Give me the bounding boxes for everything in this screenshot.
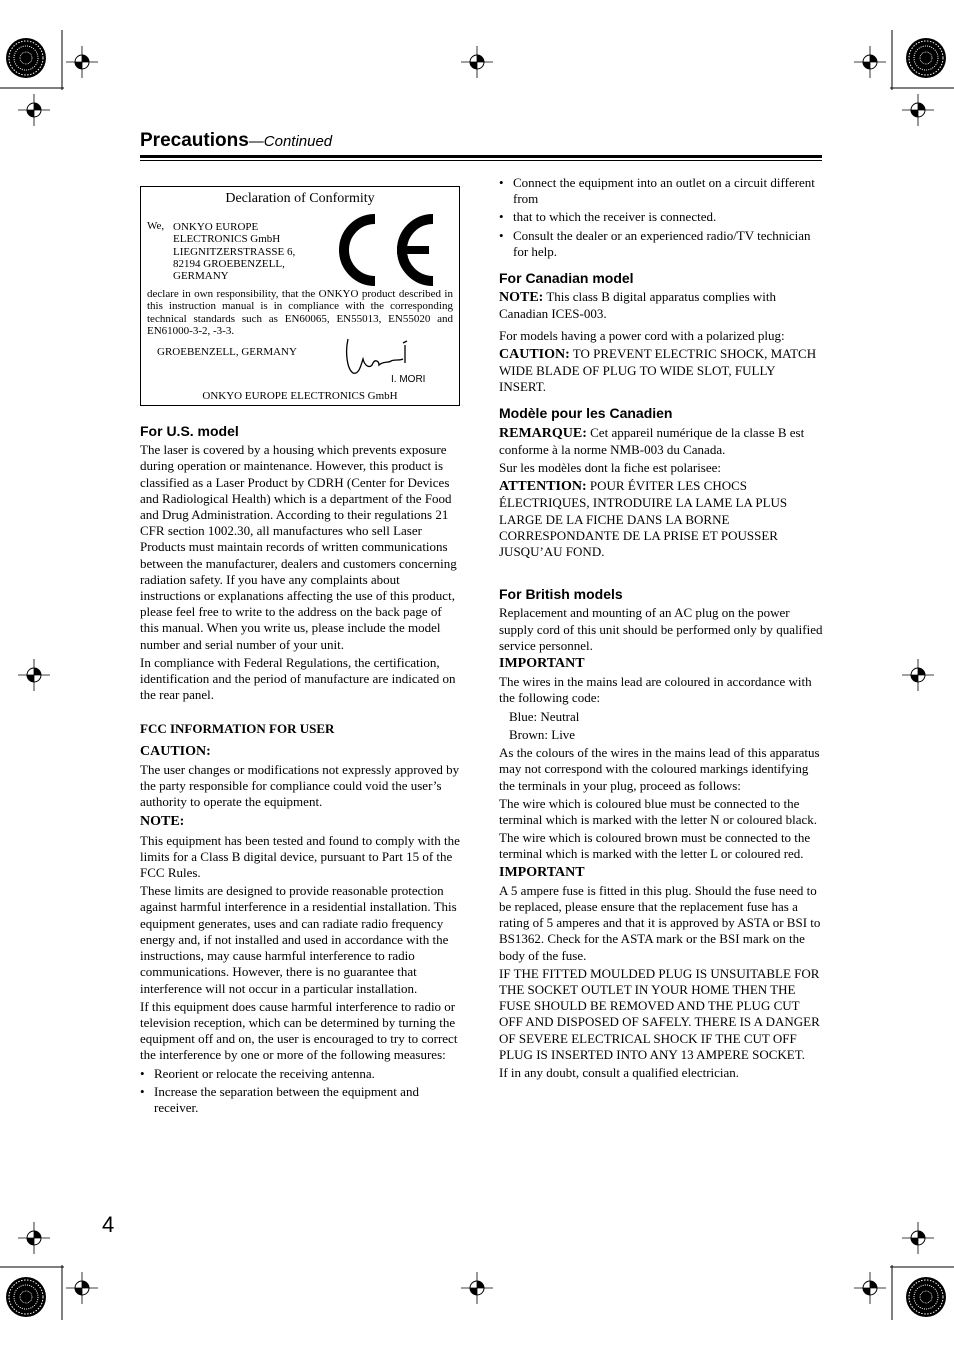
canadien-fr-plug-text: Sur les modèles dont la fiche est polarisee: — [499, 460, 722, 476]
address-line: ELECTRONICS GmbH — [173, 233, 281, 246]
canadian-caution-label: CAUTION: — [499, 346, 570, 362]
british-warning-text: IF THE FITTED MOULDED PLUG IS UNSUITABLE FOR THE SOCKET OUTLET IN YOUR HOME THEN THE FUSE SHOULD BE REMOVED AND THE PLUG CUT OFF AND DISPOSED OF SAFELY. THERE IS A DANGER OF SEVERE ELECTRICAL SHOCK IF THE CUT OFF PLUG IS INSERTED INTO ANY 13 AMPERE SOCKET. — [499, 965, 820, 1062]
declaration-statement: declare in own responsibility, that the ONKYO product described in this instruction manual is in compliance with the corresponding technical standards such as EN60065, EN55013, EN55020 and EN61000-3-2, -3-3. — [147, 288, 453, 337]
page-number: 4 — [102, 1212, 115, 1237]
declaration-location: GROEBENZELL, GERMANY — [157, 346, 297, 358]
attention-label: ATTENTION: — [499, 479, 587, 495]
address-line: GERMANY — [173, 270, 229, 283]
declaration-company: ONKYO EUROPE ELECTRONICS GmbH — [202, 390, 398, 402]
header-rule-thin — [140, 160, 822, 161]
declaration-we: We, — [147, 220, 165, 232]
address-line: ONKYO EUROPE — [173, 221, 259, 233]
canadian-heading: For Canadian model — [499, 270, 634, 287]
canadien-fr-heading: Modèle pour les Canadien — [499, 405, 673, 422]
british-important-1: IMPORTANT — [499, 656, 585, 672]
attention-text: POUR ÉVITER LES CHOCS ÉLECTRIQUES, INTRODUIRE LA LAME LA PLUS LARGE DE LA FICHE DANS LA BORNE CORRESPONDANTE DE LA PRISE ET POUSSER JUSQU’AU FOND. — [499, 478, 788, 560]
us-model-heading: For U.S. model — [140, 423, 239, 439]
declaration-address — [173, 221, 295, 282]
fcc-heading: FCC INFORMATION FOR USER — [140, 721, 335, 737]
address-line: LIEGNITZERSTRASSE 6, — [173, 245, 296, 258]
signer-name: I. MORI — [391, 374, 426, 385]
british-fuse-text: A 5 ampere fuse is fitted in this plug. Should the fuse need to be replaced, please ensure that the replacement fuse has a rating of 5 amperes and that it is approved by ASTA or BSI to BS1362. Check for the ASTA mark or the BSI mark on the body of the fuse. — [499, 882, 821, 963]
title-continued: —Continued — [248, 133, 333, 150]
address-line: 82194 GROEBENZELL, — [173, 257, 285, 270]
ce-mark-icon — [331, 211, 439, 289]
fcc-note-p3: If this equipment does cause harmful interference to radio or television reception, which can be determined by turning the equipment off and on, the user is encouraged to try to correct the interference by one or more of the following measures: — [140, 998, 458, 1063]
header-rule-thick — [140, 155, 822, 158]
left-column — [140, 423, 462, 1118]
fcc-note-p2: These limits are designed to provide reasonable protection against harmful interference in a residential installation. This equipment generates, uses and can radiate radio frequency energy and, if not installed and used in accordance with the instructions, may cause harmful interference to radio communications. However, there is no guarantee that interference will not occur in a particular installation. — [140, 883, 457, 996]
british-brown-text: The wire which is coloured brown must be connected to the terminal which is marked with the letter L or coloured red. — [499, 830, 811, 862]
british-intro: Replacement and mounting of an AC plug on the power supply cord of this unit should be performed only by qualified service personnel. — [499, 605, 823, 653]
canadian-note-label: NOTE: — [499, 290, 544, 306]
british-important-2: IMPORTANT — [499, 864, 585, 880]
fcc-bullet: • Consult the dealer or an experienced radio/TV technician for help. — [499, 228, 823, 260]
fcc-note-label: NOTE: — [140, 814, 185, 830]
fcc-note-p1: This equipment has been tested and found to comply with the limits for a Class B digital device, pursuant to Part 15 of the FCC Rules. — [140, 832, 460, 881]
british-doubt-text: If in any doubt, consult a qualified electrician. — [499, 1064, 740, 1080]
british-brown-code: Brown: Live — [509, 726, 576, 742]
canadian-note-text: This class B digital apparatus complies with Canadian ICES-003. — [499, 289, 776, 322]
right-column — [499, 175, 823, 1083]
british-blue-text: The wire which is coloured blue must be connected to the terminal which is marked with the letter N or coloured black. — [499, 795, 818, 827]
remarque-label: REMARQUE: — [499, 425, 587, 441]
british-blue-code: Blue: Neutral — [509, 708, 580, 724]
title-text: Precautions — [140, 130, 249, 151]
fcc-caution-label: CAUTION: — [140, 743, 211, 759]
british-heading: For British models — [499, 586, 623, 603]
canadian-caution-text: TO PREVENT ELECTRIC SHOCK, MATCH WIDE BLADE OF PLUG TO WIDE SLOT, FULLY INSERT. — [499, 345, 817, 395]
declaration-title: Declaration of Conformity — [225, 191, 375, 206]
remarque-text: Cet appareil numérique de la classe B est conforme à la norme NMB-003 du Canada. — [499, 424, 805, 457]
us-model-para2: In compliance with Federal Regulations, the certification, identification and the period of manufacture are indicated on the rear panel. — [140, 654, 456, 703]
fcc-bullet: • that to which the receiver is connected. — [499, 209, 823, 225]
declaration-box — [140, 186, 460, 406]
british-colours-text: As the colours of the wires in the mains lead of this apparatus may not correspond with the coloured markings identifying the terminals in your plug, proceed as follows: — [499, 745, 820, 793]
us-model-para1: The laser is covered by a housing which prevents exposure during operation or maintenance. However, this product is classified as a Laser Product by CDRH (Center for Devices and Radiological Health) which is a department of the Food and Drug Administration. According to their regulations 21 CFR section 1002.30, all manufactures who sell Laser Products must maintain records of written communications between the manufacturer, dealers and customers concerning radiation safety. If you have any complaints about instructions or explanations affecting the use of this product, please feel free to write to the address on the back page of this manual. When you write us, please include the model number and serial number of your unit. — [140, 442, 457, 652]
fcc-bullet: • Increase the separation between the equipment and receiver. — [140, 1084, 462, 1116]
fcc-bullet: • Connect the equipment into an outlet on a circuit different from — [499, 175, 823, 207]
fcc-bullet: • Reorient or relocate the receiving antenna. — [140, 1066, 462, 1082]
page-title — [140, 130, 332, 152]
british-wires-text: The wires in the mains lead are coloured in accordance with the following code: — [499, 674, 812, 706]
fcc-caution-text: The user changes or modifications not expressly approved by the party responsible for compliance could void the user’s authority to operate the equipment. — [140, 761, 460, 810]
signature-icon — [343, 337, 413, 377]
canadian-plug-text: For models having a power cord with a polarized plug: — [499, 327, 785, 343]
